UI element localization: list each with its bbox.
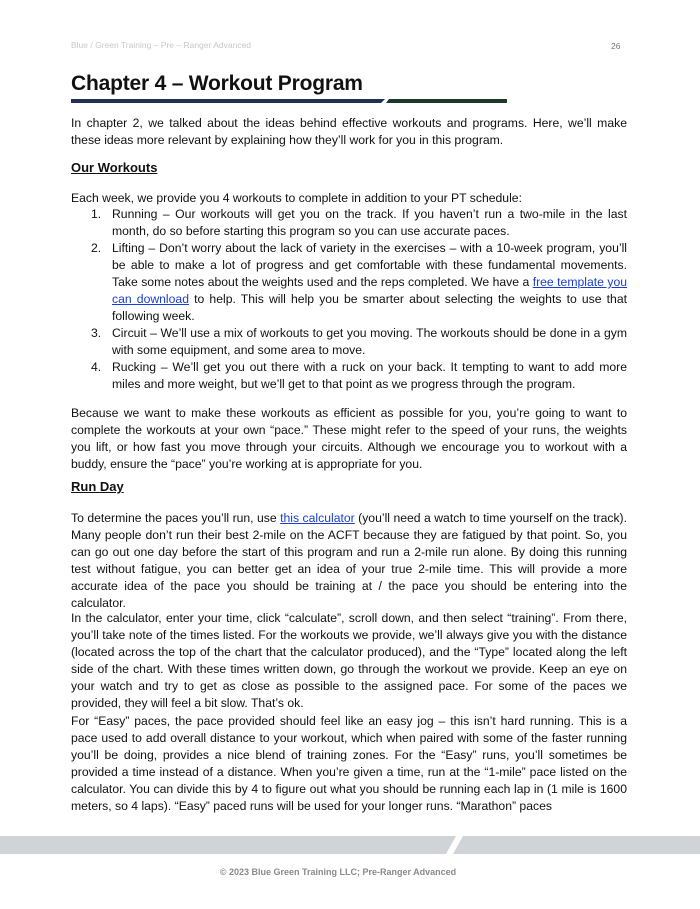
paragraph-text: (you’ll need a watch to time yourself on the track). Many people don’t run their best 2-mile on the ACFT because they are fatigued by that point. So, you can go out one day before the start of this program and run a 2-mile run alone. By doing this running test without fatigue, you can better get an idea of your true 2-mile time. This will provide a more accurate idea of the pace you should be training at / the pace you should be entering into the calculator. (71, 511, 627, 610)
list-number: 1. (91, 207, 102, 221)
paragraph-text: To determine the paces you’ll run, use (71, 511, 281, 525)
list-number: 2. (91, 241, 102, 255)
list-item-text: to help. This will help you be smarter about selecting the weights to use that following week. (112, 292, 627, 323)
list-item (71, 359, 627, 393)
calculator-link[interactable]: this calculator (280, 511, 355, 525)
template-download-link[interactable]: free template you can download (112, 275, 627, 306)
run-day-paragraph-3: For “Easy” paces, the pace provided should feel like an easy jog – this isn’t hard running. This is a pace used to add overall distance to your workout, which when paired with some of the faster running you’ll be doing, provides a nice blend of training zones. For the “Easy” runs, you’ll sometimes be provided a time instead of a distance. When you’re given a time, run at the “1-mile” pace listed on the calculator. You can divide this by 4 to figure out what you should be running each lap in (1 mile is 1600 meters, so 4 laps). “Easy” paced runs will be used for your longer runs. “Marathon” paces (71, 714, 627, 813)
list-number: 4. (91, 360, 102, 374)
section-heading-run-day: Run Day (71, 479, 124, 494)
run-day-paragraph-2: In the calculator, enter your time, click “calculate”, scroll down, and then select “training”. From there, you’ll take note of the times listed. For the workouts we provide, we’ll always give you with the distance (located across the top of the chart that the calculator produced), and the “Type” located along the left side of the chart. With these times written down, go through the workout we provide. Keep an eye on your watch and try to get as close as possible to the assigned pace. For some of the paces we provided, they will feel a bit slow. That’s ok. (71, 611, 627, 710)
footer-band (0, 836, 700, 854)
intro-paragraph: In chapter 2, we talked about the ideas behind effective workouts and programs. Here, we’ll make these ideas more relevant by explaining how they’ll work for you in this program. (71, 116, 627, 147)
list-item-text: Lifting – Don’t worry about the lack of variety in the exercises – with a 10-week program, you’ll be able to make a lot of progress and get comfortable with these fundamental movements. Take some notes about the weights used and the reps completed. We have a (112, 241, 627, 289)
list-number: 3. (91, 326, 102, 340)
list-item-text: Circuit – We’ll use a mix of workouts to get you moving. The workouts should be done in a gym with some equipment, and some area to move. (112, 326, 627, 357)
title-underline-rule (71, 99, 511, 107)
page-title: Chapter 4 – Workout Program (71, 72, 363, 95)
page-number: 26 (611, 41, 621, 51)
section-heading-our-workouts: Our Workouts (71, 160, 158, 175)
list-item (71, 325, 627, 359)
list-item-text: Rucking – We’ll get you out there with a ruck on your back. It tempting to want to add more miles and more weight, but we’ll get to that point as we progress through the program. (112, 360, 627, 391)
pace-paragraph: Because we want to make these workouts as efficient as possible for you, you’re going to want to complete the workouts at your own “pace.” These might refer to the speed of your runs, the weights you lift, or how fast you move through your circuits. Although we encourage you to workout with a buddy, ensure the “pace” you’re working at is appropriate for you. (71, 406, 627, 471)
workouts-list (71, 206, 627, 393)
list-item (71, 206, 627, 240)
list-item (71, 240, 627, 325)
copyright-footer: © 2023 Blue Green Training LLC; Pre-Ranger Advanced (219, 867, 457, 877)
running-header: Blue / Green Training – Pre – Ranger Advanced (71, 40, 252, 50)
workouts-lead-text: Each week, we provide you 4 workouts to complete in addition to your PT schedule: (71, 191, 522, 205)
run-day-paragraph-1 (71, 510, 627, 612)
list-item-text: Running – Our workouts will get you on the track. If you haven’t run a two-mile in the last month, do so before starting this program so you can use accurate paces. (112, 207, 627, 238)
